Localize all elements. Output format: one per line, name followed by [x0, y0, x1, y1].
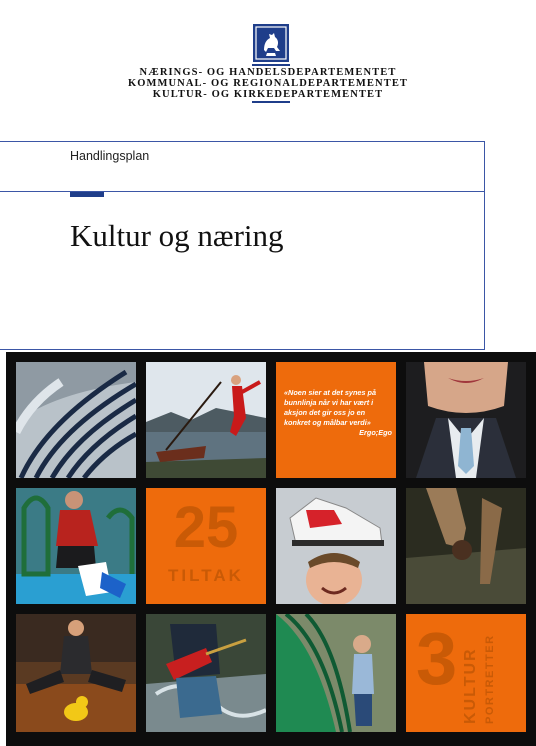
- photo-mud-handstand: [406, 488, 526, 604]
- portretter-number: 3: [416, 617, 458, 700]
- document-type: Handlingsplan: [70, 149, 150, 163]
- photo-playground-woman: [16, 488, 136, 604]
- quote-source: Ergo;Ego: [359, 428, 392, 437]
- quote-text: [284, 388, 392, 438]
- title-accent-bar: [70, 192, 104, 197]
- photo-boat-dancer: [146, 362, 266, 478]
- department-name-3: KULTUR- OG KIRKEDEPARTEMENTET: [152, 89, 384, 100]
- photo-woman-rubber-duck: [16, 614, 136, 732]
- portretter-word-portretter: PORTRETTER: [484, 634, 496, 724]
- photo-businesswoman: [406, 362, 526, 478]
- photo-girl-on-slide: [276, 614, 396, 732]
- document-title: Kultur og næring: [70, 218, 284, 253]
- photo-mosaic: [6, 352, 536, 746]
- tiltak-number: 25: [173, 495, 239, 560]
- norwegian-coat-of-arms-icon: [253, 24, 289, 62]
- photo-striped-sculpture: [16, 362, 136, 478]
- kulturportretter-tile: [406, 614, 526, 732]
- portretter-word-kultur: KULTUR: [462, 647, 479, 724]
- quote-tile: [276, 362, 396, 478]
- tiltak-tile: [146, 488, 266, 604]
- tiltak-label: TILTAK: [168, 566, 244, 585]
- quote-body: «Noen sier at det synes på bunnlinja når vi har vært i aksjon det gir oss jo en konkret og målbar verdi»: [284, 388, 377, 427]
- header-rule-bottom: [252, 101, 290, 103]
- department-name-1: NÆRINGS- OG HANDELSDEPARTEMENTET: [139, 67, 397, 78]
- photo-guitar-player: [146, 614, 266, 732]
- header-rule-top: [252, 64, 290, 66]
- department-name-2: KOMMUNAL- OG REGIONALDEPARTEMENTET: [127, 78, 409, 89]
- photo-man-with-shoe: [276, 488, 396, 604]
